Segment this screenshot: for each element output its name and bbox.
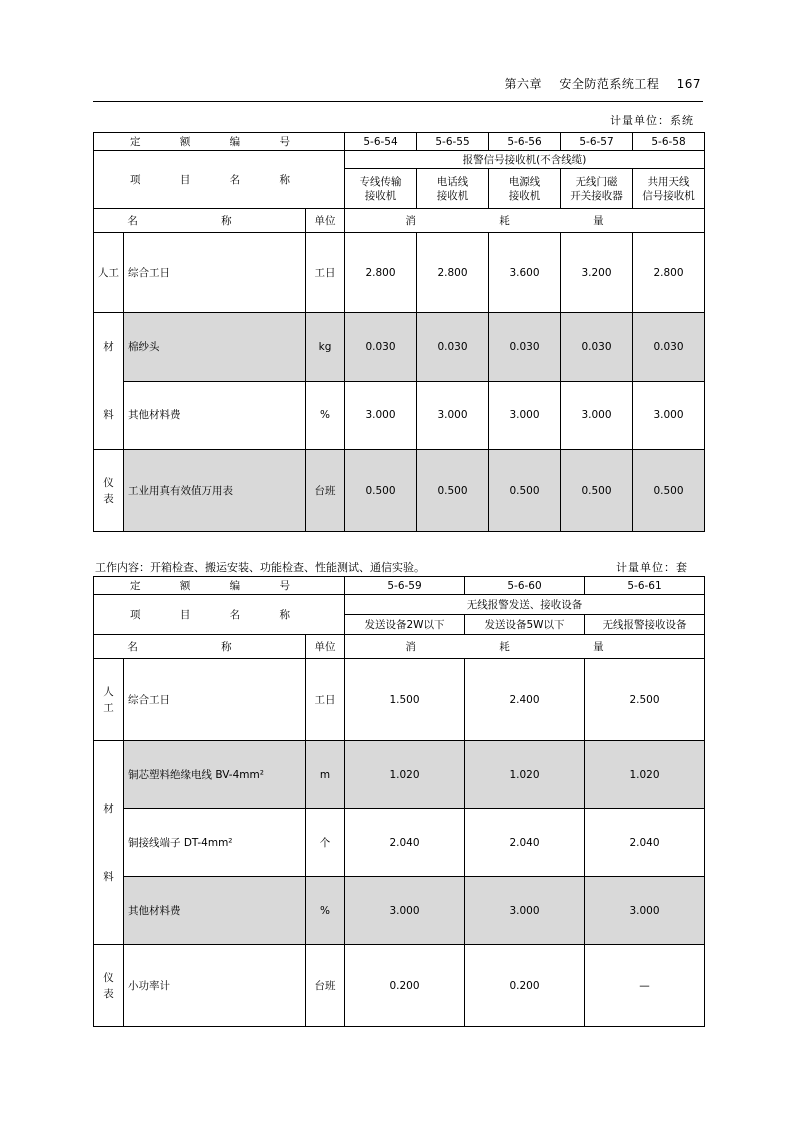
value-cell: 3.600 (489, 233, 561, 313)
value-cell: 3.000 (633, 381, 705, 450)
value-cell: 1.020 (345, 741, 465, 809)
table2-unit-note: 计量单位：套 (616, 561, 688, 574)
value-cell: 2.040 (465, 809, 585, 877)
value-cell: 0.200 (345, 945, 465, 1027)
item-cell: 发送设备2W以下 (345, 615, 465, 635)
value-cell: 3.000 (345, 381, 417, 450)
value-cell: 2.500 (585, 659, 705, 741)
chapter-label: 第六章 (504, 77, 543, 91)
value-cell: 0.030 (561, 313, 633, 382)
code-label: 定 额 编 号 (94, 577, 345, 595)
value-cell: 3.000 (345, 877, 465, 945)
code-cell: 5-6-55 (417, 133, 489, 151)
quota-table-1 (93, 132, 705, 532)
value-cell: 2.400 (465, 659, 585, 741)
code-cell: 5-6-56 (489, 133, 561, 151)
table-row (94, 450, 705, 532)
value-cell: 3.000 (465, 877, 585, 945)
value-cell: 0.030 (345, 313, 417, 382)
group-row (94, 595, 705, 615)
row-name: 铜芯塑料绝缘电线 BV-4mm² (124, 741, 306, 809)
column-header-row (94, 635, 705, 659)
category-labor: 人工 (94, 233, 124, 313)
value-cell: 0.030 (417, 313, 489, 382)
value-cell: 3.200 (561, 233, 633, 313)
value-cell: 3.000 (561, 381, 633, 450)
category-instrument: 仪表 (94, 450, 124, 532)
consumption-label: 消 耗 量 (345, 635, 705, 659)
name-label: 名 称 (94, 635, 306, 659)
code-cell: 5-6-59 (345, 577, 465, 595)
consumption-label: 消 耗 量 (345, 209, 705, 233)
value-cell: 3.000 (489, 381, 561, 450)
value-cell: 1.020 (465, 741, 585, 809)
unit-label: 单位 (306, 635, 345, 659)
value-cell: 1.020 (585, 741, 705, 809)
item-label: 项 目 名 称 (94, 151, 345, 209)
value-cell: 0.500 (633, 450, 705, 532)
value-cell: 1.500 (345, 659, 465, 741)
table-row (94, 809, 705, 877)
group-label: 报警信号接收机(不含线缆) (345, 151, 705, 169)
value-cell: 0.030 (489, 313, 561, 382)
value-cell: 0.200 (465, 945, 585, 1027)
code-cell: 5-6-58 (633, 133, 705, 151)
item-cell: 发送设备5W以下 (465, 615, 585, 635)
code-cell: 5-6-54 (345, 133, 417, 151)
table-row (94, 381, 705, 450)
value-cell: — (585, 945, 705, 1027)
row-name: 综合工日 (124, 659, 306, 741)
item-label: 项 目 名 称 (94, 595, 345, 635)
row-name: 综合工日 (124, 233, 306, 313)
value-cell: 2.040 (585, 809, 705, 877)
value-cell: 0.500 (345, 450, 417, 532)
value-cell: 2.800 (417, 233, 489, 313)
category-instrument: 仪表 (94, 945, 124, 1027)
item-cell: 电话线 接收机 (417, 169, 489, 209)
row-name: 小功率计 (124, 945, 306, 1027)
table1-unit-note: 计量单位：系统 (610, 114, 694, 127)
item-cell: 无线报警接收设备 (585, 615, 705, 635)
row-unit: kg (306, 313, 345, 382)
row-unit: 工日 (306, 233, 345, 313)
code-label: 定 额 编 号 (94, 133, 345, 151)
row-name: 其他材料费 (124, 381, 306, 450)
table-row (94, 741, 705, 809)
chapter-title: 安全防范系统工程 (559, 77, 660, 91)
row-unit: % (306, 877, 345, 945)
table-row (94, 233, 705, 313)
name-label: 名 称 (94, 209, 306, 233)
row-unit: 工日 (306, 659, 345, 741)
row-name: 铜接线端子 DT-4mm² (124, 809, 306, 877)
column-header-row (94, 209, 705, 233)
quota-table-2 (93, 576, 705, 1027)
row-unit: 台班 (306, 450, 345, 532)
value-cell: 0.500 (489, 450, 561, 532)
page-number: 167 (676, 77, 701, 91)
value-cell: 0.500 (561, 450, 633, 532)
group-label: 无线报警发送、接收设备 (345, 595, 705, 615)
value-cell: 2.800 (633, 233, 705, 313)
category-material: 材料 (94, 313, 124, 450)
item-cell: 电源线 接收机 (489, 169, 561, 209)
row-name: 工业用真有效值万用表 (124, 450, 306, 532)
row-unit: m (306, 741, 345, 809)
item-cell: 共用天线 信号接收机 (633, 169, 705, 209)
code-cell: 5-6-60 (465, 577, 585, 595)
table-row (94, 877, 705, 945)
item-cell: 专线传输 接收机 (345, 169, 417, 209)
category-labor: 人工 (94, 659, 124, 741)
page-header (93, 75, 703, 102)
code-cell: 5-6-57 (561, 133, 633, 151)
work-content: 工作内容：开箱检查、搬运安装、功能检查、性能测试、通信实验。 (95, 561, 425, 574)
value-cell: 3.000 (585, 877, 705, 945)
header-text (505, 75, 701, 92)
value-cell: 2.040 (345, 809, 465, 877)
unit-label: 单位 (306, 209, 345, 233)
item-cell: 无线门磁 开关接收器 (561, 169, 633, 209)
table-row (94, 313, 705, 382)
row-name: 棉纱头 (124, 313, 306, 382)
value-cell: 2.800 (345, 233, 417, 313)
category-material: 材料 (94, 741, 124, 945)
code-cell: 5-6-61 (585, 577, 705, 595)
row-unit: % (306, 381, 345, 450)
value-cell: 3.000 (417, 381, 489, 450)
table-row (94, 945, 705, 1027)
table-row (94, 659, 705, 741)
row-name: 其他材料费 (124, 877, 306, 945)
code-row (94, 577, 705, 595)
value-cell: 0.030 (633, 313, 705, 382)
value-cell: 0.500 (417, 450, 489, 532)
row-unit: 台班 (306, 945, 345, 1027)
code-row (94, 133, 705, 151)
group-row (94, 151, 705, 169)
row-unit: 个 (306, 809, 345, 877)
